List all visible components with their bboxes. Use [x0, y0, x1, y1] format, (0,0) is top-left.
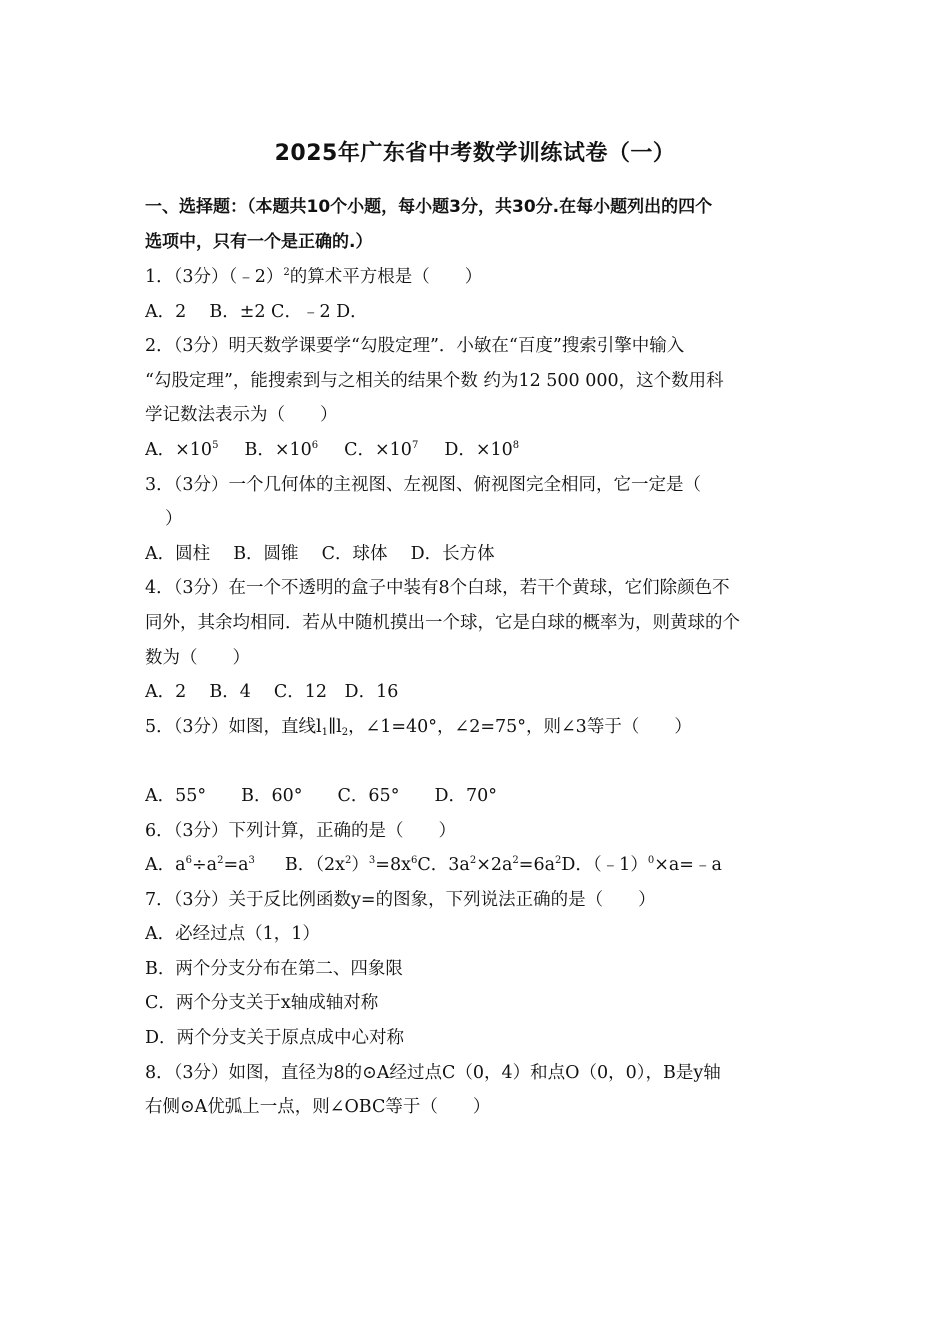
q6-option-d — [561, 855, 722, 875]
section-heading-line-2: 选项中，只有一个是正确的.） — [145, 232, 373, 252]
q5-stem-part-b: ∥l — [328, 716, 342, 737]
q6-b-exp-2: 3 — [368, 855, 376, 867]
q2-option-b-exponent: 6 — [311, 439, 319, 451]
exam-content — [145, 190, 810, 1125]
q2-option-b-text: B．×10 — [244, 439, 312, 460]
question-2-line-3: 学记数法表示为（ ） — [145, 405, 338, 426]
q2-option-b — [244, 440, 318, 460]
question-3-options: A．圆柱 B．圆锥 C．球体 D．长方体 — [145, 543, 495, 564]
question-2-line-1: 2．（3分）明天数学课要学“勾股定理”．小敏在“百度”搜索引擎中输入 — [145, 336, 685, 357]
q6-b-exp-3: 6 — [410, 855, 418, 867]
question-4-options: A．2 B．4 C．12 D．16 — [145, 682, 399, 703]
q6-a-part-1: A．a — [145, 855, 186, 876]
question-7-option-c: C．两个分支关于x轴成轴对称 — [145, 993, 379, 1014]
q5-subscript-1: 1 — [321, 726, 328, 738]
question-1-stem — [145, 260, 810, 295]
question-6-stem: 6．（3分）下列计算，正确的是（ ） — [145, 820, 457, 841]
section-heading-line-1: 一、选择题：（本题共10个小题，每小题3分，共30分.在每小题列出的四个 — [145, 197, 713, 217]
q6-option-a — [145, 855, 255, 875]
q5-stem-part-c: ，∠1=40°，∠2=75°，则∠3等于（ ） — [348, 716, 692, 737]
question-5-stem — [145, 710, 810, 745]
q6-a-exp-1: 6 — [185, 855, 192, 867]
question-1-options: A．2 B．±2 C．﹣2 D． — [145, 301, 368, 322]
question-7-stem: 7．（3分）关于反比例函数y=的图象，下列说法正确的是（ ） — [145, 889, 656, 910]
question-8-line-1: 8．（3分）如图，直径为8的⊙A经过点C（0，4）和点O（0，0），B是y轴 — [145, 1062, 721, 1083]
question-4-line-2: 同外，其余均相同．若从中随机摸出一个球，它是白球的概率为，则黄球的个 — [145, 612, 740, 633]
question-6-options — [145, 848, 810, 883]
q2-option-d — [444, 440, 519, 460]
q6-d-part-1: D．（﹣1） — [561, 855, 648, 876]
q5-subscript-2: 2 — [341, 726, 349, 738]
question-7-option-a: A．必经过点（1，1） — [145, 924, 320, 945]
question-7-option-d: D．两个分支关于原点成中心对称 — [145, 1028, 405, 1049]
q6-b-part-2: ） — [351, 855, 369, 876]
question-4-line-1: 4．（3分）在一个不透明的盒子中装有8个白球，若干个黄球，它们除颜色不 — [145, 578, 730, 599]
q6-d-exp-1: 0 — [647, 855, 655, 867]
question-5-options: A．55° B．60° C．65° D．70° — [145, 785, 497, 806]
q5-stem-part-a: 5．（3分）如图，直线l — [145, 716, 322, 737]
q2-option-d-exponent: 8 — [512, 439, 520, 451]
question-8-line-2: 右侧⊙A优弧上一点，则∠OBC等于（ ） — [145, 1097, 491, 1118]
q6-c-part-2: ×2a — [476, 855, 513, 876]
q6-a-exp-2: 2 — [217, 855, 224, 867]
q2-option-a — [145, 440, 218, 460]
q2-option-a-exponent: 5 — [212, 439, 219, 451]
q2-option-c — [344, 440, 418, 460]
page-title: 2025年广东省中考数学训练试卷（一） — [274, 141, 676, 166]
question-4-line-3: 数为（ ） — [145, 647, 250, 668]
q1-stem-part-a: 1．（3分）（﹣2） — [145, 267, 284, 287]
q6-d-part-2: ×a=﹣a — [654, 855, 722, 876]
q2-option-c-exponent: 7 — [411, 439, 419, 451]
q6-c-exp-3: 2 — [555, 855, 562, 867]
question-2-options — [145, 433, 810, 468]
q6-option-c — [417, 855, 561, 875]
q6-c-part-3: =6a — [518, 855, 556, 876]
q6-a-exp-3: 3 — [248, 855, 255, 867]
q6-option-b — [285, 855, 417, 875]
question-5-figure-space — [145, 744, 810, 779]
q6-c-exp-1: 2 — [469, 855, 477, 867]
question-2-line-2: “勾股定理”，能搜索到与之相关的结果个数 约为12 500 000，这个数用科 — [145, 370, 724, 391]
question-3-line-1: 3．（3分）一个几何体的主视图、左视图、俯视图完全相同，它一定是（ — [145, 474, 702, 495]
q1-stem-part-b: 的算术平方根是（ ） — [289, 267, 483, 287]
question-7-option-b: B．两个分支分布在第二、四象限 — [145, 958, 403, 979]
q6-b-part-3: =8x — [375, 855, 411, 876]
q2-option-a-text: A．×10 — [145, 439, 213, 460]
q6-b-part-1: B．（2x — [284, 855, 346, 876]
question-3-line-2: ） — [165, 509, 183, 530]
q6-b-exp-1: 2 — [345, 855, 352, 867]
q6-c-exp-2: 2 — [512, 855, 519, 867]
q6-a-part-3: =a — [223, 855, 249, 876]
q6-c-part-1: C．3a — [417, 855, 470, 876]
q2-option-d-text: D．×10 — [444, 439, 513, 460]
q6-a-part-2: ÷a — [191, 855, 218, 876]
q1-stem-exponent: 2 — [283, 267, 290, 278]
q2-option-c-text: C．×10 — [344, 439, 412, 460]
